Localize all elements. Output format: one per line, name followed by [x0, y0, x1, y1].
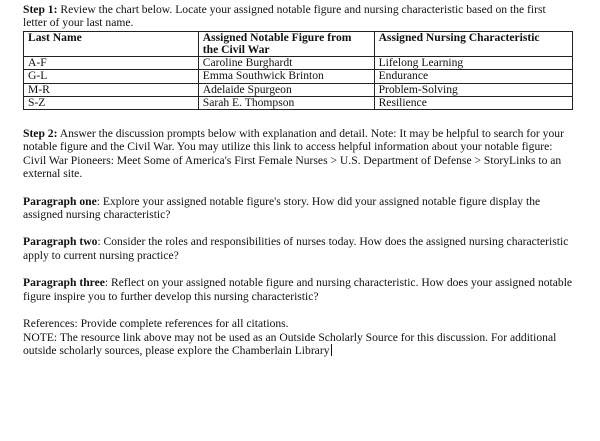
cell-nursing-characteristic: Resilience — [374, 96, 572, 109]
cell-nursing-characteristic: Lifelong Learning — [374, 57, 572, 70]
paragraph-one-label: Paragraph one — [23, 194, 97, 208]
table-header-row — [24, 31, 573, 56]
cell-last-name: G-L — [24, 70, 199, 83]
paragraph-three-label: Paragraph three — [23, 276, 105, 290]
cell-notable-figure: Emma Southwick Brinton — [198, 70, 374, 83]
cell-nursing-characteristic: Problem-Solving — [374, 83, 572, 96]
table-row — [24, 83, 573, 96]
cell-nursing-characteristic: Endurance — [374, 70, 572, 83]
step1-label: Step 1: — [23, 3, 58, 16]
cell-notable-figure: Caroline Burghardt — [198, 57, 374, 70]
paragraph-two-label: Paragraph two — [23, 235, 98, 249]
step2-instructions — [23, 127, 573, 181]
table-row — [24, 96, 573, 109]
cell-last-name: S-Z — [24, 96, 199, 109]
note-line[interactable] — [23, 331, 578, 358]
cell-notable-figure: Adelaide Spurgeon — [198, 83, 374, 96]
paragraph-one-prompt — [23, 195, 573, 222]
paragraph-one-text: : Explore your assigned notable figure's story. How did your assigned notable figure display the assigned nursing characteristic? — [23, 194, 541, 222]
paragraph-two-text: : Consider the roles and responsibilities of nurses today. How does the assigned nursing characteristic apply to current nursing practice? — [23, 235, 569, 262]
step2-label: Step 2: — [23, 127, 58, 141]
table-row — [24, 70, 573, 83]
paragraph-three-text: : Reflect on your assigned notable figure and nursing characteristic. How does your assigned notable figure inspire you to further develop this nursing characteristic? — [23, 276, 573, 303]
note-text: NOTE: The resource link above may not be used as an Outside Scholarly Source for this discussion. For additional outside scholarly sources, please explore the Chamberlain Library — [23, 330, 557, 357]
text-cursor — [331, 344, 332, 356]
header-nursing-characteristic: Assigned Nursing Characteristic — [374, 31, 572, 56]
references-line: References: Provide complete references for all citations. — [23, 317, 289, 331]
document — [23, 3, 593, 357]
step2-text: Answer the discussion prompts below with explanation and detail. Note: It may be helpful to search for your notable figure and the Civil War. You may utilize this link to access helpful information about your notable figure: Civil War Pioneers: Meet Some of America's First Female Nurses > U.S. Department of Defense > StoryLinks to an external site. — [23, 127, 564, 181]
paragraph-two-prompt — [23, 235, 573, 262]
header-notable-figure: Assigned Notable Figure from the Civil War — [198, 31, 374, 56]
cell-last-name: A-F — [24, 57, 199, 70]
paragraph-three-prompt — [23, 276, 573, 303]
references-section — [23, 317, 578, 357]
cell-last-name: M-R — [24, 83, 199, 96]
step1-instructions — [23, 3, 568, 30]
step1-text: Review the chart below. Locate your assigned notable figure and nursing characteristic based on the first letter of your last name. — [23, 3, 546, 30]
cell-notable-figure: Sarah E. Thompson — [198, 96, 374, 109]
table-row — [24, 57, 573, 70]
header-last-name: Last Name — [24, 31, 199, 56]
assignment-chart — [23, 31, 573, 110]
